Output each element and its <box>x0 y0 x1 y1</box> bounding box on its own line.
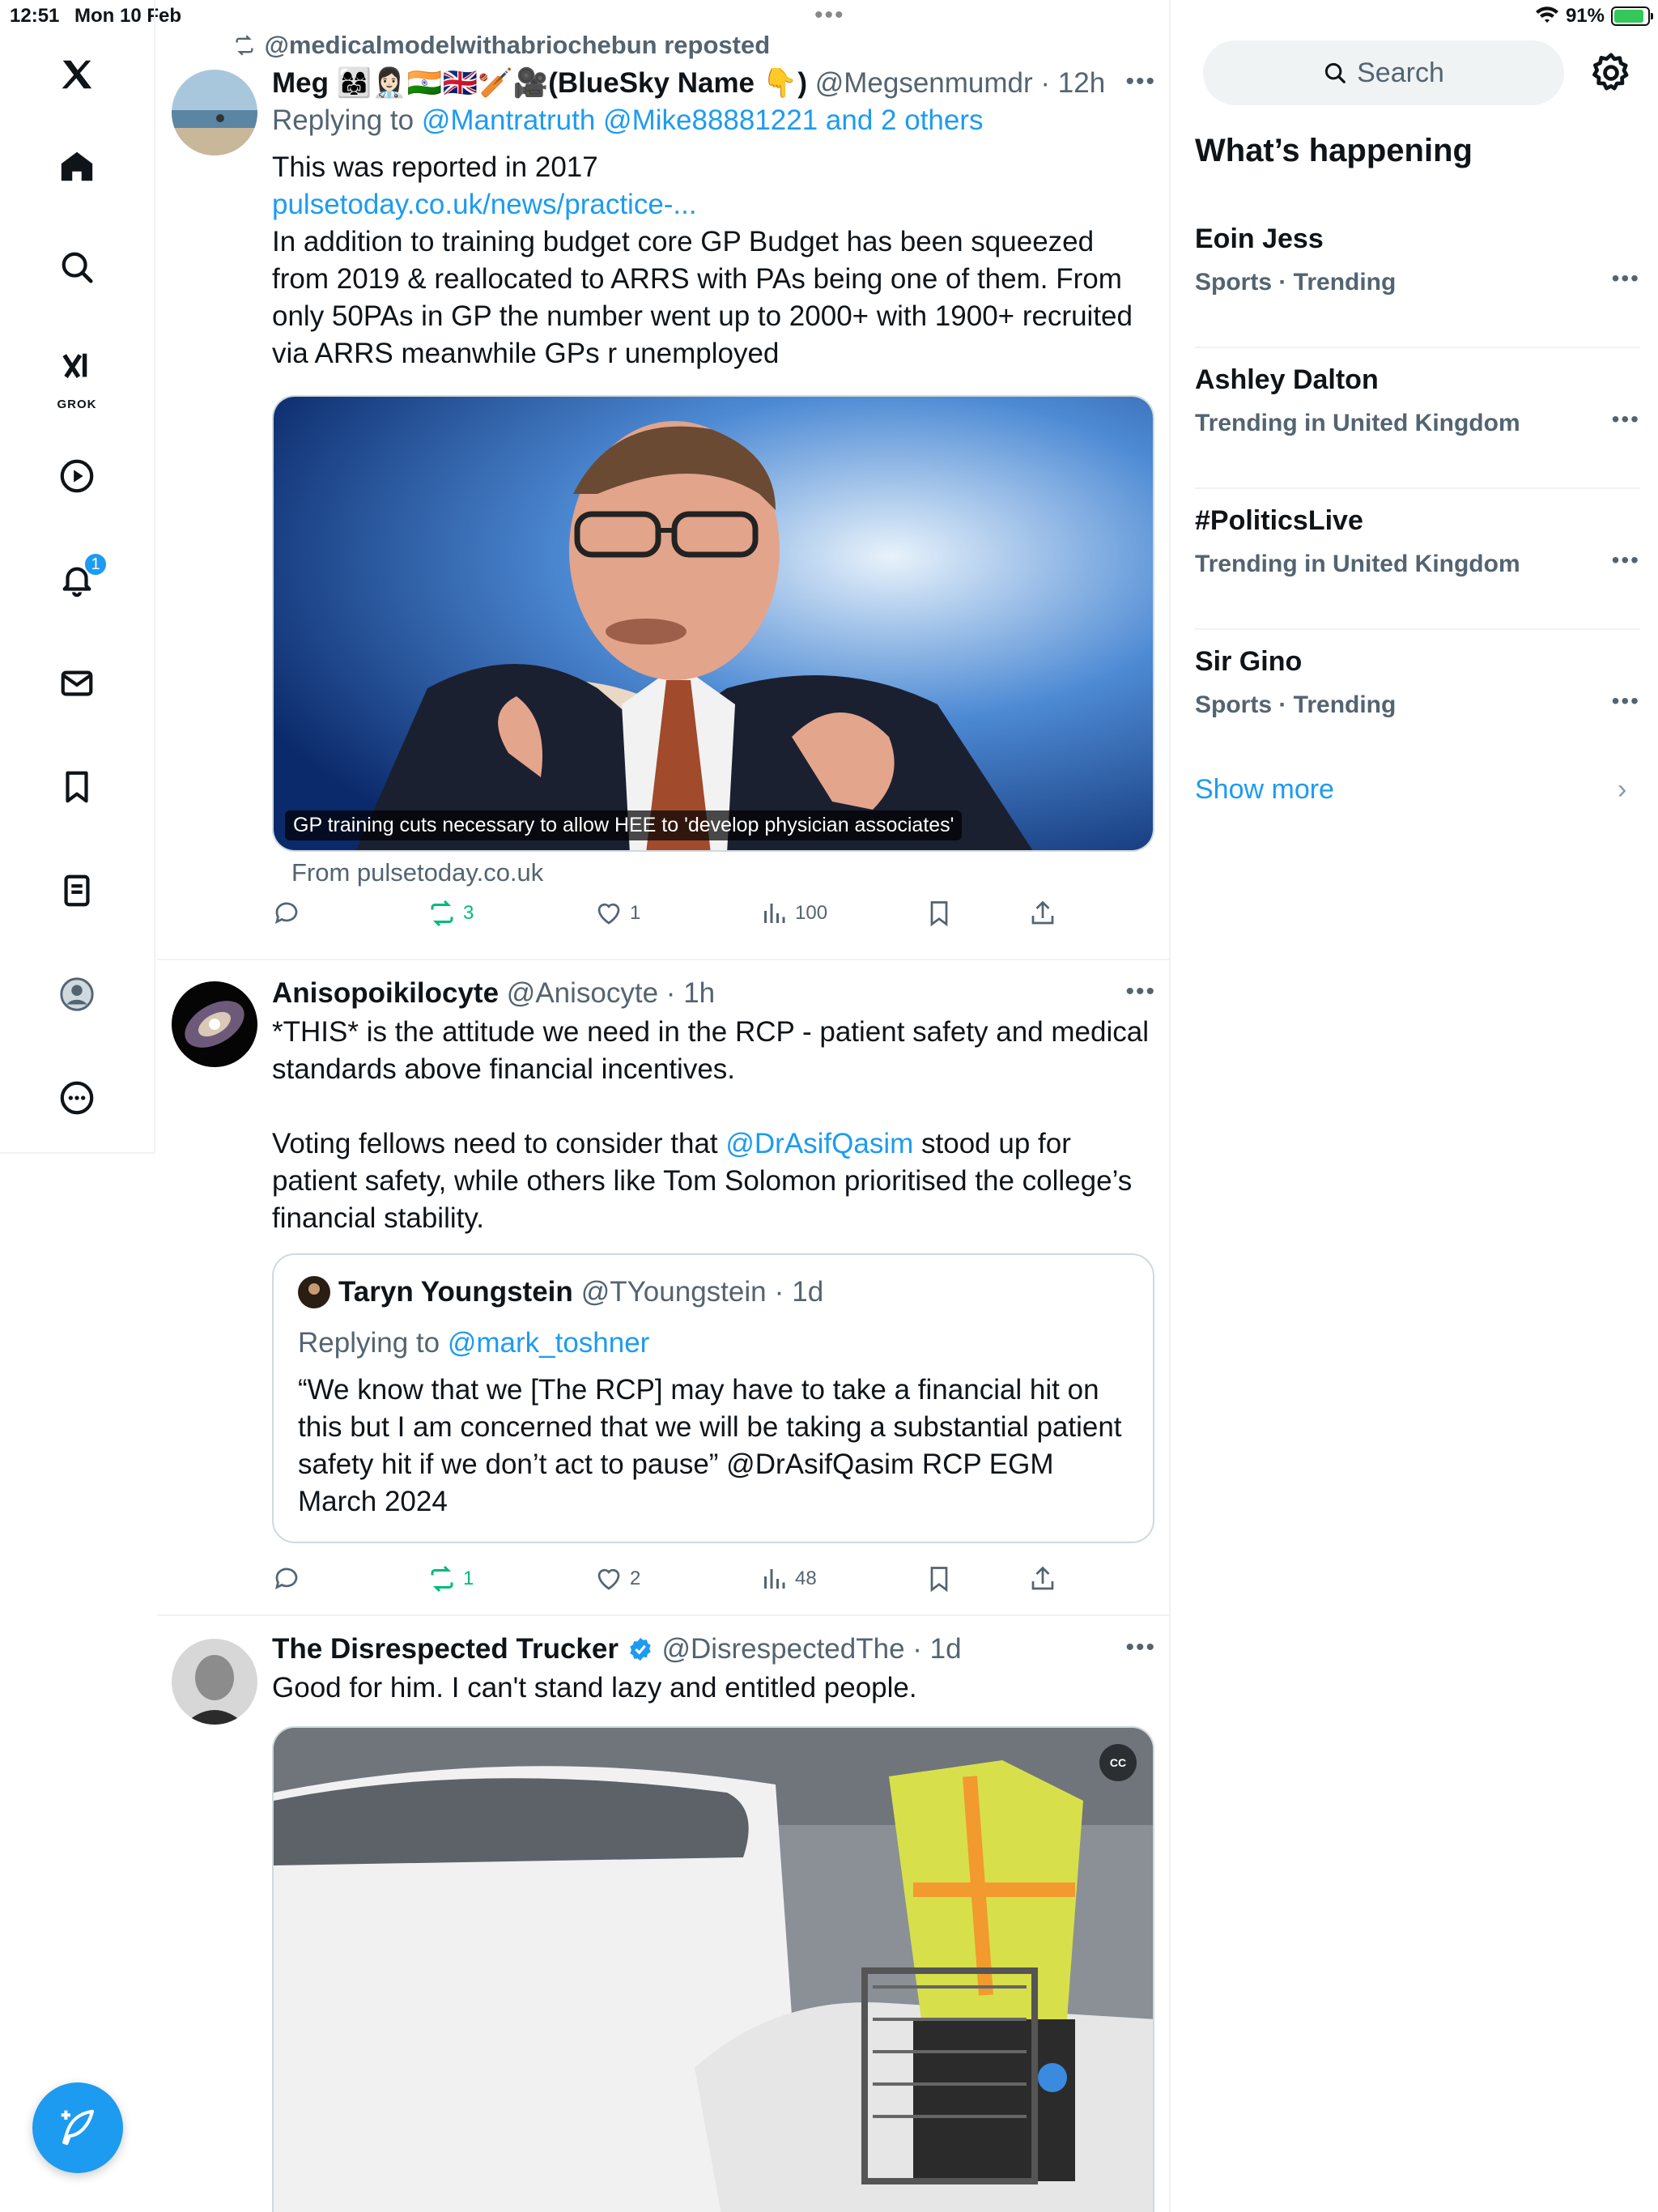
trend-meta: Sports · Trending <box>1195 269 1397 296</box>
avatar[interactable] <box>172 70 257 155</box>
bookmark-button[interactable] <box>925 1564 954 1593</box>
man-speaking-photo <box>274 397 1154 852</box>
display-name[interactable]: Anisopoikilocyte <box>272 977 500 1009</box>
compose-post-button[interactable] <box>32 2082 123 2173</box>
mention-link[interactable]: @DrAsifQasim <box>725 1128 914 1159</box>
repost-button[interactable] <box>427 1564 474 1593</box>
share-button[interactable] <box>1028 899 1057 928</box>
bookmark-button[interactable] <box>925 899 954 928</box>
reply-icon <box>272 1564 301 1593</box>
parking-lot-video-frame <box>274 1728 1154 2212</box>
compose-feather-icon <box>56 2106 100 2150</box>
notifications-icon[interactable] <box>45 547 109 612</box>
search-placeholder: Search <box>1357 57 1444 88</box>
battery-percent: 91% <box>1565 5 1605 27</box>
search-input[interactable] <box>1203 40 1564 105</box>
tweet-time[interactable]: 1h <box>683 977 716 1009</box>
share-icon <box>1028 899 1057 928</box>
trend-more-icon[interactable]: ••• <box>1611 406 1640 432</box>
display-name[interactable]: The Disrespected Trucker <box>272 1633 619 1665</box>
tweet-card[interactable] <box>157 1618 1171 2212</box>
video-icon[interactable] <box>45 444 109 508</box>
trend-more-icon[interactable]: ••• <box>1611 547 1640 572</box>
reply-prefix: Replying to <box>298 1327 448 1359</box>
search-icon <box>1323 61 1347 85</box>
multitasking-dots-icon[interactable]: ••• <box>814 2 845 28</box>
quoted-text: “We know that we [The RCP] may have to take a financial hit on this but I am concerned that we will be taking a substantial patient safety hit if we don’t act to pause” @DrAsifQasim RCP EGM March 2024 <box>298 1374 1130 1517</box>
trend-item[interactable] <box>1195 348 1640 489</box>
reply-context <box>272 102 1154 139</box>
tweet-text-segment: stood up for patient safety, while others like Tom Solomon prioritised the college’s financial stability. <box>272 1128 1140 1234</box>
reply-prefix: Replying to <box>272 104 422 136</box>
repost-indicator <box>232 31 770 60</box>
whats-happening-heading: What’s happening <box>1195 133 1473 168</box>
home-icon[interactable] <box>45 134 109 199</box>
tweet-text: Good for him. I can't stand lazy and entitled people. <box>272 1672 917 1704</box>
view-count: 100 <box>795 902 828 924</box>
trend-item[interactable] <box>1195 207 1640 348</box>
card-source[interactable]: From pulsetoday.co.uk <box>291 858 544 887</box>
quoted-handle: @TYoungstein <box>580 1276 767 1308</box>
chevron-right-icon: › <box>1618 774 1627 805</box>
like-button[interactable] <box>594 899 640 928</box>
status-time: 12:51 <box>10 5 60 27</box>
grok-icon[interactable] <box>45 338 109 411</box>
tweet-text-line: This was reported in 2017 <box>272 151 598 183</box>
reply-icon <box>272 899 301 928</box>
like-count: 1 <box>630 902 641 924</box>
tweet-header: Meg 👩‍👩‍👧👩🏻‍⚕️🇮🇳🇬🇧🏏🎥(BlueSky Name 👇) @Megsenmumdr · 12h <box>272 67 1106 99</box>
tweet-more-icon[interactable]: ••• <box>1125 1634 1156 1661</box>
trend-item[interactable] <box>1195 630 1640 771</box>
views-button[interactable] <box>759 899 827 928</box>
tweet-text-paragraph <box>272 1125 1154 1237</box>
user-handle[interactable]: @Anisocyte <box>506 977 659 1009</box>
trend-name: Ashley Dalton <box>1195 364 1379 395</box>
bookmarks-icon[interactable] <box>45 755 109 819</box>
repost-count: 1 <box>463 1568 474 1589</box>
tweet-header: Anisopoikilocyte @Anisocyte · 1h <box>272 977 716 1009</box>
trend-meta: Trending in United Kingdom <box>1195 551 1520 577</box>
tweet-card[interactable] <box>157 0 1171 960</box>
tweet-time[interactable]: 1d <box>929 1633 962 1665</box>
timeline-feed <box>157 0 1171 2212</box>
avatar[interactable] <box>172 981 257 1067</box>
profile-icon[interactable] <box>45 962 109 1027</box>
trend-name: Eoin Jess <box>1195 223 1324 254</box>
tweet-actions <box>272 1564 1082 1605</box>
search-icon[interactable] <box>45 235 109 300</box>
user-handle[interactable]: @DisrespectedThe <box>661 1633 905 1665</box>
tweet-video[interactable] <box>272 1726 1154 2212</box>
avatar[interactable] <box>172 1639 257 1725</box>
views-button[interactable] <box>759 1564 817 1593</box>
messages-icon[interactable] <box>45 651 109 716</box>
reply-mentions[interactable]: @Mantratruth @Mike88881221 and 2 others <box>421 104 984 136</box>
card-caption: GP training cuts necessary to allow HEE to 'develop physician associates' <box>285 810 962 840</box>
trend-name: Sir Gino <box>1195 646 1303 677</box>
tweet-more-icon[interactable]: ••• <box>1125 68 1156 95</box>
tweet-time[interactable]: 12h <box>1057 67 1106 99</box>
tweet-more-icon[interactable]: ••• <box>1125 978 1156 1005</box>
quoted-time: 1d <box>792 1276 824 1308</box>
quoted-reply-mention[interactable]: @mark_toshner <box>447 1327 650 1359</box>
x-logo-icon[interactable] <box>45 42 109 107</box>
repost-button[interactable] <box>427 899 474 928</box>
tweet-actions <box>272 899 1082 939</box>
status-date: Mon 10 Feb <box>74 5 182 27</box>
captions-button[interactable]: CC <box>1099 1744 1137 1781</box>
tweet-card[interactable] <box>157 962 1171 1616</box>
verified-badge-icon <box>627 1636 654 1663</box>
repost-user[interactable]: @medicalmodelwithabriochebun <box>264 31 657 59</box>
right-sidebar <box>1172 0 1658 2212</box>
quoted-avatar[interactable] <box>298 1276 330 1308</box>
view-count: 48 <box>795 1568 817 1589</box>
quoted-display-name: Taryn Youngstein <box>338 1276 573 1308</box>
share-button[interactable] <box>1028 1564 1057 1593</box>
trend-item[interactable] <box>1195 489 1640 630</box>
tweet-header: The Disrespected Trucker @DisrespectedThe · 1d <box>272 1633 962 1665</box>
trend-name: #PoliticsLive <box>1195 505 1363 536</box>
repost-count: 3 <box>463 902 474 924</box>
tweet-text-body: In addition to training budget core GP Budget has been squeezed from 2019 & reallocated to ARRS with PAs being one of them. From only 50PAs in GP the number went up to 2000+ with 1900+ recruited via ARRS meanwhile GPs r unemployed <box>272 226 1141 369</box>
trend-more-icon[interactable]: ••• <box>1611 688 1640 713</box>
trend-more-icon[interactable]: ••• <box>1611 266 1640 291</box>
left-navigation <box>0 0 155 1154</box>
show-more-link[interactable]: Show more <box>1195 774 1334 805</box>
grok-label: GROK <box>57 398 97 411</box>
trend-meta: Sports · Trending <box>1195 691 1397 718</box>
display-name[interactable]: Meg 👩‍👩‍👧👩🏻‍⚕️🇮🇳🇬🇧🏏🎥(BlueSky Name 👇) <box>272 67 807 99</box>
heart-icon <box>594 1564 623 1593</box>
user-handle[interactable]: @Megsenmumdr <box>814 67 1033 99</box>
like-button[interactable] <box>594 1564 640 1593</box>
quoted-reply-context <box>298 1325 649 1362</box>
bookmark-icon <box>925 899 954 928</box>
repost-icon <box>427 1564 457 1593</box>
like-count: 2 <box>630 1568 641 1589</box>
reply-button[interactable] <box>272 1564 308 1593</box>
link-card-image[interactable] <box>272 395 1154 852</box>
repost-suffix: reposted <box>664 31 771 59</box>
notifications-badge: 1 <box>83 552 108 576</box>
tweet-text-paragraph: *THIS* is the attitude we need in the RCP - patient safety and medical standards above financial incentives. <box>272 1016 1157 1085</box>
bookmark-icon <box>925 1564 954 1593</box>
share-icon <box>1028 1564 1057 1593</box>
views-icon <box>759 1564 789 1593</box>
repost-icon <box>427 899 457 928</box>
tweet-text-segment: Voting fellows need to consider that <box>272 1128 726 1159</box>
views-icon <box>759 899 789 928</box>
repost-icon <box>232 34 257 57</box>
settings-gear-icon[interactable] <box>1588 50 1634 96</box>
trend-meta: Trending in United Kingdom <box>1195 410 1520 436</box>
heart-icon <box>594 899 623 928</box>
tweet-link[interactable]: pulsetoday.co.uk/news/practice-... <box>272 189 697 220</box>
lists-icon[interactable] <box>45 858 109 923</box>
quoted-tweet[interactable]: Taryn Youngstein @TYoungstein · 1d Replying to @mark_toshner “We know that we [The RCP] may have to take a financial hit on this but I am concerned that we will be taking a substantial patient safety hit if we don’t act to pause” @DrAsifQasim RCP EGM March 2024 <box>272 1253 1154 1543</box>
reply-button[interactable] <box>272 899 308 928</box>
more-icon[interactable] <box>45 1066 109 1130</box>
